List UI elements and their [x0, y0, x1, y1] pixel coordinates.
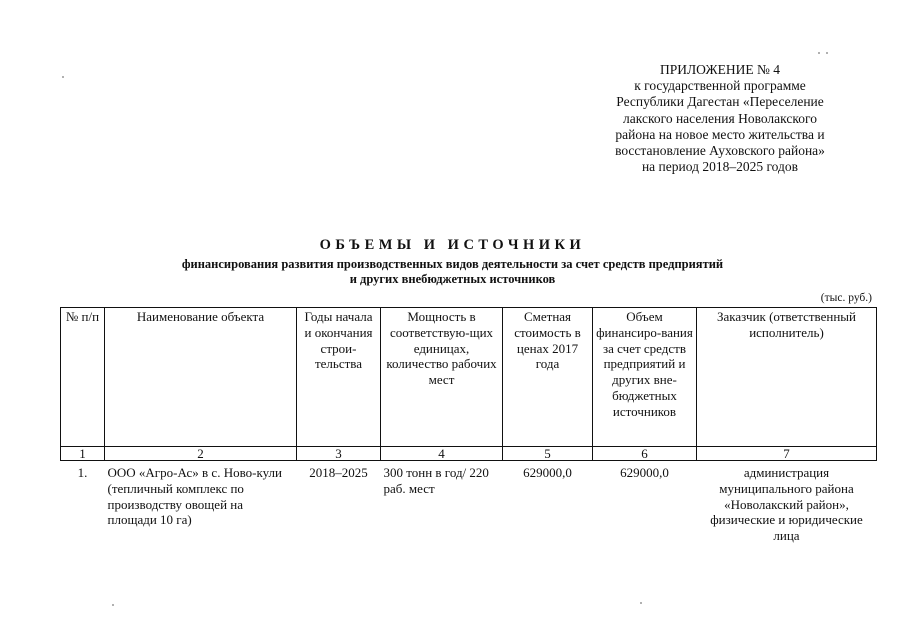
unit-label: (тыс. руб.) [820, 292, 872, 304]
scan-speck [112, 604, 114, 606]
scan-speck [640, 602, 642, 604]
column-header: № п/п [61, 308, 105, 447]
subtitle-line-1: финансирования развития производственных видов деятельности за счет средств предприятий [181, 257, 724, 271]
annex-line: Республики Дагестан «Переселение [616, 94, 824, 110]
annex-line: на период 2018–2025 годов [641, 159, 799, 175]
annex-number: ПРИЛОЖЕНИЕ № 4 [659, 62, 781, 77]
column-header: Мощность в соответствую-щих единицах, количество рабочих мест [381, 308, 503, 447]
column-header: Наименование объекта [105, 308, 297, 447]
table-row [61, 461, 877, 545]
row-number: 1. [77, 465, 88, 480]
capacity: 300 тонн в год/ 220 раб. мест [383, 465, 489, 496]
document-subtitle [0, 257, 905, 287]
table-header-row [61, 308, 877, 447]
object-name: ООО «Агро-Ас» в с. Ново-кули (тепличный комплекс по производству овощей на площади 10 га) [107, 465, 282, 528]
annex-line: к государственной программе [634, 78, 806, 94]
column-number-row [61, 447, 877, 461]
column-number: 2 [105, 447, 297, 461]
column-number: 6 [593, 447, 697, 461]
construction-years: 2018–2025 [309, 465, 368, 480]
document-title: ОБЪЕМЫ И ИСТОЧНИКИ [319, 237, 586, 253]
annex-line: лакского населения Новолакского [623, 110, 817, 126]
annex-header [600, 62, 840, 175]
scan-speck [62, 76, 64, 78]
customer: администрация муниципального района «Новолакский район», физические и юридические лица [710, 465, 863, 544]
column-header: Сметная стоимость в ценах 2017 года [503, 308, 593, 447]
annex-line: района на новое место жительства и [615, 126, 825, 142]
column-number: 7 [697, 447, 877, 461]
column-number: 5 [503, 447, 593, 461]
financing-table [60, 307, 877, 545]
column-header: Заказчик (ответственный исполнитель) [697, 308, 877, 447]
funding-amount: 629000,0 [620, 465, 669, 480]
subtitle-line-2: и других внебюджетных источников [349, 272, 556, 286]
column-number: 3 [297, 447, 381, 461]
column-header: Объем финансиро-вания за счет средств предприятий и других вне-бюджетных источников [593, 308, 697, 447]
column-number: 1 [61, 447, 105, 461]
column-header: Годы начала и окончания строи-тельства [297, 308, 381, 447]
annex-line: восстановление Ауховского района» [615, 143, 825, 159]
estimated-cost: 629000,0 [523, 465, 572, 480]
scan-speck [818, 52, 820, 54]
column-number: 4 [381, 447, 503, 461]
scan-speck [826, 52, 828, 54]
